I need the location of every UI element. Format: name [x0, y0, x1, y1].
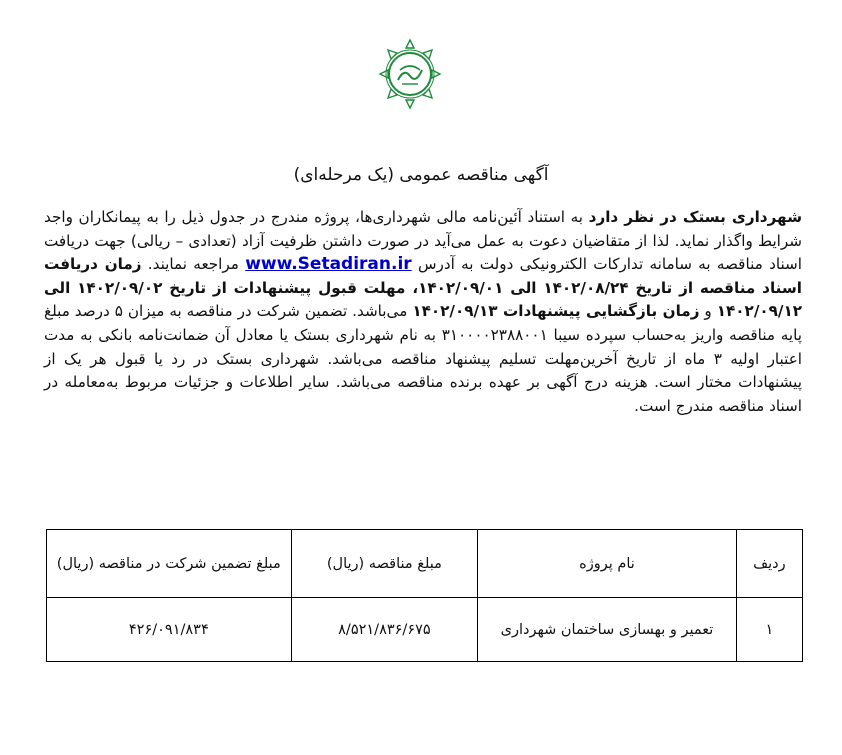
doc-receipt-dates: زمان دریافت اسناد مناقصه از تاریخ ۱۴۰۲/۰۸/۲۴ الی ۱۴۰۲/۰۹/۰۱	[44, 255, 802, 297]
submission-dates: مهلت قبول پیشنهادات از تاریخ ۱۴۰۲/۰۹/۰۲ الی ۱۴۰۲/۰۹/۱۲	[44, 278, 802, 321]
header-row-number: ردیف	[736, 530, 802, 598]
conjunction: و	[699, 302, 717, 321]
notice-details: می‌باشد. تضمین شرکت در مناقصه به میزان ۵ درصد مبلغ پایه مناقصه واریز به‌حساب سپرده سیبا ۳۱۰۰۰۰۲۳۸۸۰۰۱ به نام شهرداری بستک یا معادل آن ضمانت‌نامه بانکی به مدت اعتبار اولیه ۳ ماه از تاریخ آخرین‌مهلت تسلیم پیشنهاد مناقصه می‌باشد. شهرداری بستک در رد یا قبول هر یک از پیشنهادات مختار است. هزینه درج آگهی بر عهده برنده مناقصه می‌باشد. سایر اطلاعات و جزئیات مربوط به‌معامله در اسناد مناقصه مندرج است.	[44, 302, 803, 415]
cell-row-number: ۱	[736, 598, 802, 662]
tender-table	[46, 529, 803, 662]
notice-intro: به استناد آئین‌نامه مالی شهرداری‌ها، پروژه مندرج در جدول ذیل را به پیمانکاران واجد شرایط واگذار نماید. لذا از متقاضیان دعوت به عمل می‌آید در صورت داشتن ظرفیت آزاد (تعدادی – ریالی) جهت دریافت اسناد مناقصه به سامانه تدارکات الکترونیکی دولت به آدرس	[44, 208, 802, 274]
header-project-name: نام پروژه	[478, 530, 737, 598]
setadiran-link[interactable]: www.Setadiran.ir	[245, 254, 412, 275]
separator: ،	[405, 278, 419, 297]
cell-project-name: تعمیر و بهسازی ساختمان شهرداری	[478, 598, 737, 662]
header-tender-amount: مبلغ مناقصه (ریال)	[291, 530, 478, 598]
notice-refer: مراجعه نمایند.	[141, 255, 246, 274]
table-row	[47, 598, 803, 662]
page-title: آگهی مناقصه عمومی (یک مرحله‌ای)	[293, 165, 549, 185]
cell-guarantee-amount: ۴۲۶/۰۹۱/۸۳۴	[47, 598, 292, 662]
opening-date: زمان بازگشایی پیشنهادات ۱۴۰۲/۰۹/۱۳	[412, 302, 700, 321]
municipality-logo-icon	[376, 36, 444, 112]
notice-opening: شهرداری بستک در نظر دارد	[588, 208, 802, 226]
table-header-row	[47, 530, 803, 598]
cell-tender-amount: ۸/۵۲۱/۸۳۶/۶۷۵	[291, 598, 478, 662]
header-guarantee-amount: مبلغ تضمین شرکت در مناقصه (ریال)	[47, 530, 292, 598]
notice-body	[44, 206, 802, 418]
